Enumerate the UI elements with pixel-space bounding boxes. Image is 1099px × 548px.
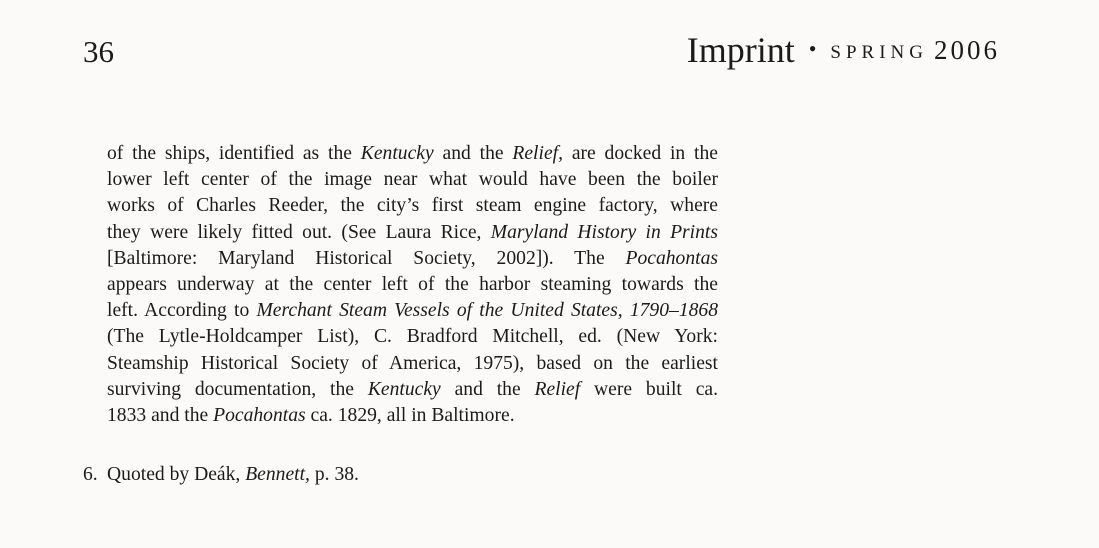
text-run: [Baltimore: Maryland Historical Society, 2002]). The — [107, 247, 626, 269]
italic-title: Relief, — [512, 143, 563, 164]
italic-title: Kentucky — [367, 378, 441, 400]
text-run: and the — [440, 378, 535, 400]
text-line — [107, 220, 718, 246]
running-head — [687, 32, 1000, 68]
text-run: works of Charles Reeder, the city’s first steam engine factory, where — [107, 195, 718, 217]
footnote-text: Quoted by Deák, — [107, 464, 246, 485]
italic-title: Relief — [534, 378, 581, 400]
text-line — [107, 377, 718, 403]
text-line — [107, 193, 718, 219]
italic-title: Pocahontas — [625, 247, 718, 269]
issue-year: 2006 — [934, 35, 1000, 65]
text-run: lower left center of the image near what would have been the boiler — [107, 169, 718, 191]
footnote-5-continued — [107, 141, 718, 429]
text-run: of the ships, identified as the — [107, 143, 361, 164]
issue-season: SPRING — [830, 42, 928, 63]
text-run: left. According to — [107, 300, 257, 322]
text-line — [107, 141, 718, 167]
footnote-number: 6. — [83, 464, 98, 485]
text-run: and the — [433, 143, 513, 164]
text-run: Steamship Historical Society of America, 1975), based on the earliest — [107, 352, 718, 374]
header-separator: • — [808, 36, 817, 61]
page-number: 36 — [83, 34, 114, 69]
italic-title: Kentucky — [360, 143, 434, 164]
text-run: surviving documentation, the — [107, 378, 368, 400]
text-line — [107, 324, 718, 350]
text-run: appears underway at the center left of the harbor steaming towards the — [107, 274, 718, 296]
journal-title: Imprint — [686, 30, 795, 70]
text-run: 1833 and the — [107, 405, 214, 427]
text-run: ca. 1829, all in Baltimore. — [305, 405, 515, 427]
text-run: they were likely fitted out. (See Laura Rice, — [107, 221, 491, 243]
italic-title: Maryland History in Prints — [490, 221, 718, 243]
text-line — [107, 351, 718, 377]
footnote-6 — [83, 462, 359, 488]
text-run: were built ca. — [580, 378, 718, 400]
footnote-text-end: p. 38. — [309, 464, 359, 485]
text-line — [107, 167, 718, 193]
footnote-italic-title: Bennett, — [245, 464, 310, 485]
text-line — [107, 298, 718, 324]
text-line — [107, 246, 718, 272]
text-line — [107, 403, 718, 429]
italic-title: Pocahontas — [213, 405, 306, 427]
text-line — [107, 272, 718, 298]
text-run: are docked in the — [562, 143, 718, 164]
italic-title: Merchant Steam Vessels of the United States, 1790–1868 — [256, 300, 719, 322]
text-run: (The Lytle-Holdcamper List), C. Bradford Mitchell, ed. (New York: — [107, 326, 718, 348]
